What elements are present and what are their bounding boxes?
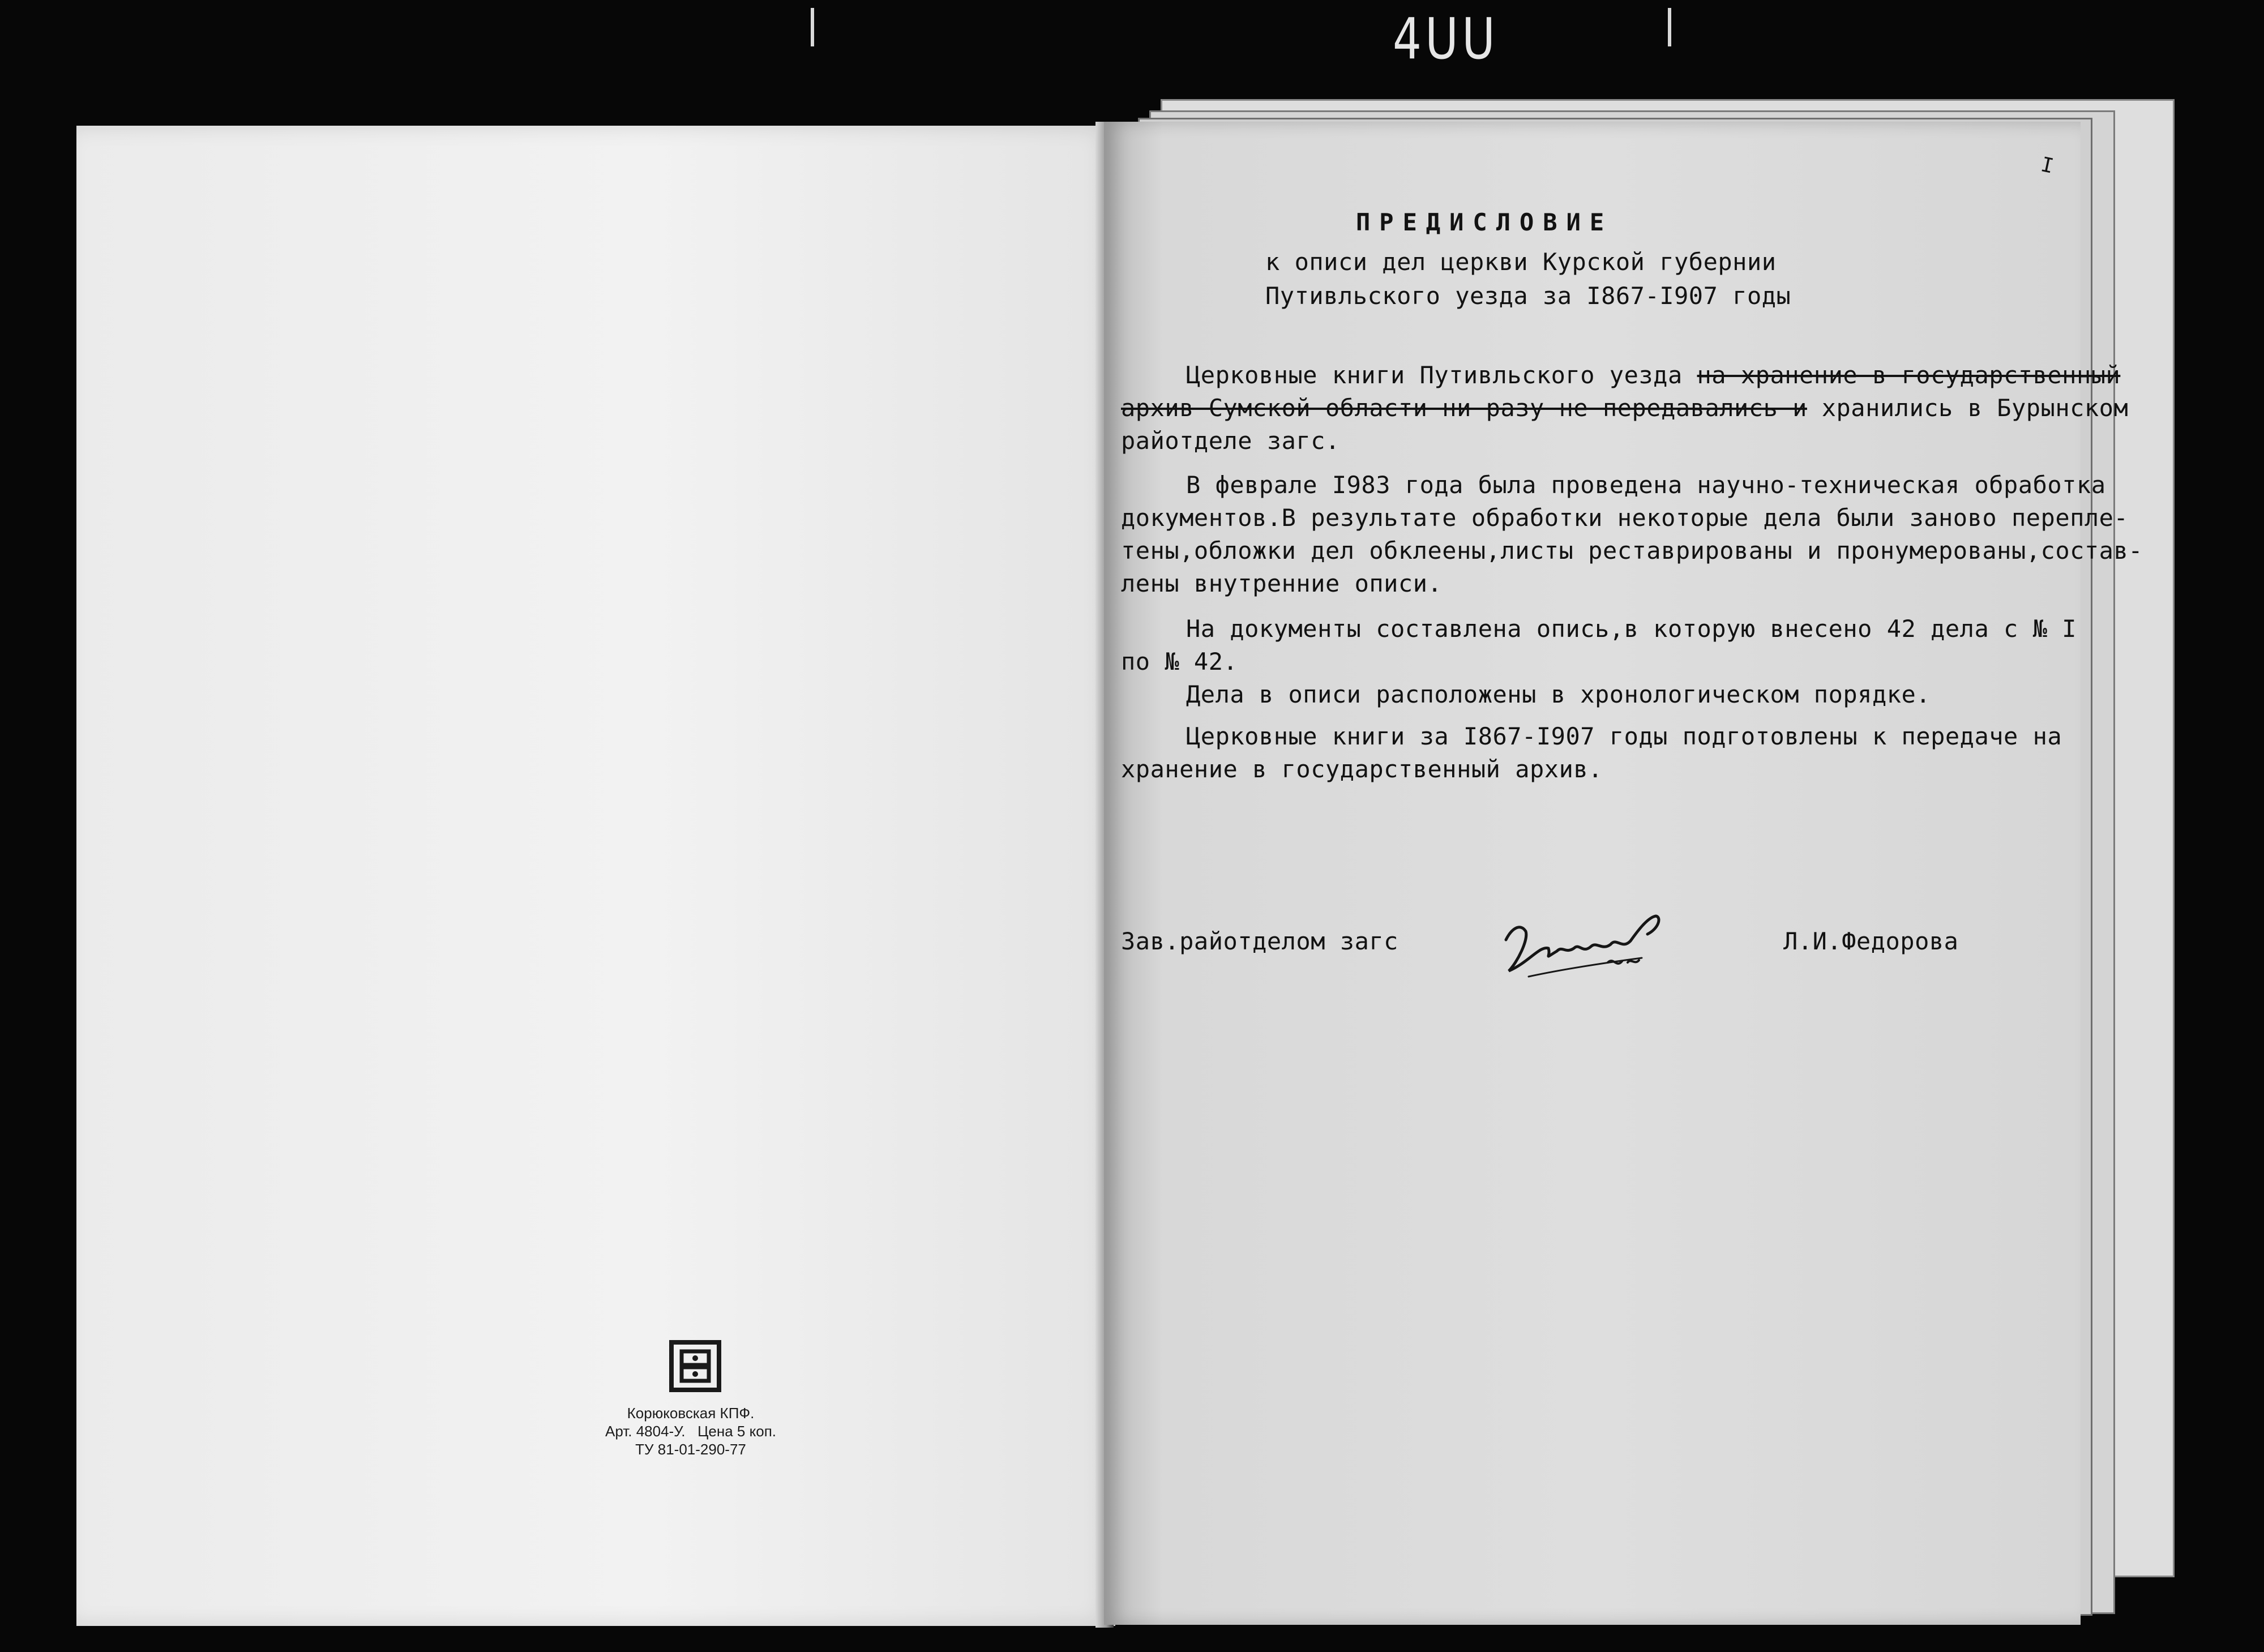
paragraph-5-line-2: хранение в государственный архив. (1121, 755, 1603, 783)
page-number: I (2039, 153, 2056, 178)
signatory-position: Зав.райотделом загс (1121, 927, 1398, 955)
paragraph-2-line-4: лены внутренние описи. (1121, 570, 1443, 597)
struck-text: на хранение в государственный (1697, 361, 2121, 389)
imprint-line-2: Арт. 4804-У. Цена 5 коп. (605, 1423, 776, 1440)
document-title: ПРЕДИСЛОВИЕ (1356, 208, 1614, 236)
left-page (76, 126, 1115, 1626)
publisher-logo-icon (668, 1339, 722, 1393)
paragraph-1-text: хранились в Бурынском (1807, 394, 2129, 422)
paragraph-3-line-1: На документы составлена опись,в которую внесено 42 дела с № I (1186, 615, 2077, 643)
document-subtitle-line-1: к описи дел церкви Курской губернии (1265, 248, 1777, 276)
handwritten-signature (1495, 906, 1670, 985)
struck-text: архив Сумской области ни разу не передавались и (1121, 394, 1807, 422)
paragraph-3-line-2: по № 42. (1121, 648, 1238, 675)
imprint-line-1: Корюковская КПФ. (627, 1405, 755, 1422)
imprint-line-3: ТУ 81-01-290-77 (635, 1441, 746, 1458)
frame-tick-right (1668, 8, 1671, 46)
signatory-name: Л.И.Федорова (1783, 927, 1959, 955)
paragraph-1-line-1 (1186, 359, 2120, 391)
paragraph-1-text: Церковные книги Путивльского уезда (1186, 361, 1697, 389)
paragraph-1-line-2 (1121, 392, 2128, 424)
paragraph-2-line-1: В феврале I983 года была проведена научно-техническая обработка (1186, 471, 2106, 499)
paragraph-4: Дела в описи расположены в хронологическом порядке. (1186, 681, 1931, 708)
paragraph-1-line-3: райотделе загс. (1121, 427, 1340, 455)
frame-tick-left (811, 8, 814, 46)
paragraph-2-line-2: документов.В результате обработки некоторые дела были заново перепле- (1121, 504, 2129, 532)
paragraph-2-line-3: тены,обложки дел обклеены,листы реставрированы и пронумерованы,состав- (1121, 537, 2143, 564)
frame-number: 4UU (1393, 6, 1499, 72)
document-subtitle-line-2: Путивльского уезда за I867-I907 годы (1265, 282, 1791, 310)
paragraph-5-line-1: Церковные книги за I867-I907 годы подготовлены к передаче на (1186, 722, 2062, 750)
right-page (1104, 122, 2143, 1625)
publisher-imprint (560, 1404, 821, 1458)
